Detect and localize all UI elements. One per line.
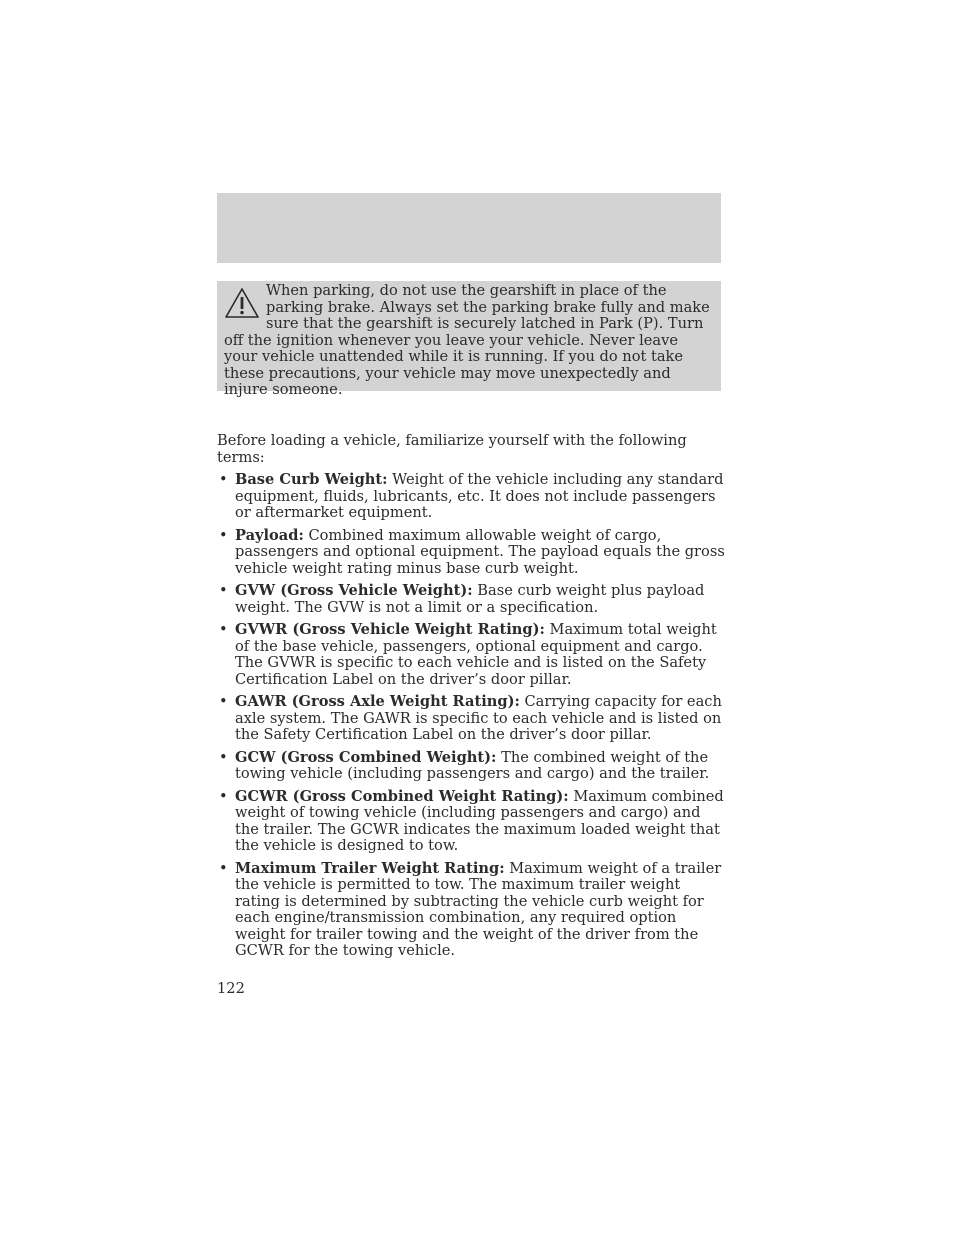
- content: [217, 433, 727, 966]
- page-number: 122: [217, 980, 245, 997]
- term-label: Payload:: [235, 526, 304, 544]
- term-definition: Maximum total weight of the base vehicle, passengers, optional equipment and cargo. The GVWR is specific to each vehicle and is listed on the Safety Certification Label on the driver’s door pillar.: [235, 621, 717, 688]
- list-item: [217, 622, 727, 688]
- list-item: [217, 528, 727, 578]
- term-label: Base Curb Weight:: [235, 471, 388, 488]
- bullet-icon: •: [219, 526, 228, 544]
- terms-list: [217, 472, 727, 960]
- list-item: [217, 789, 727, 855]
- warning-triangle-icon: [224, 287, 260, 319]
- bullet-icon: •: [219, 582, 228, 599]
- term-label: GAWR (Gross Axle Weight Rating):: [235, 693, 520, 710]
- list-item: [217, 861, 727, 960]
- term-definition: Carrying capacity for each axle system. The GAWR is specific to each vehicle and is listed on the Safety Certification Label on the driver’s door pillar.: [235, 693, 722, 743]
- term-label: GVW (Gross Vehicle Weight):: [235, 582, 473, 599]
- term-label: GCW (Gross Combined Weight):: [235, 748, 497, 766]
- bullet-icon: •: [219, 748, 228, 766]
- warning-box: [217, 281, 721, 398]
- term-definition: Maximum weight of a trailer the vehicle is permitted to tow. The maximum trailer weight rating is determined by subtracting the vehicle curb weight for each engine/transmission combination, any required option weight for trailer towing and the weight of the driver from the GCWR for the towing vehicle.: [235, 859, 722, 959]
- list-item: [217, 694, 727, 744]
- bullet-icon: •: [219, 471, 228, 488]
- intro-paragraph: Before loading a vehicle, familiarize yourself with the following terms:: [217, 432, 687, 466]
- bullet-icon: •: [219, 621, 228, 638]
- list-item: [217, 583, 727, 616]
- section-header-band: [217, 193, 721, 263]
- term-definition: Weight of the vehicle including any standard equipment, fluids, lubricants, etc. It does not include passengers or aftermarket equipment.: [235, 471, 724, 521]
- term-definition: Base curb weight plus payload weight. The GVW is not a limit or a specification.: [235, 582, 705, 616]
- term-definition: Maximum combined weight of towing vehicle (including passengers and cargo) and the trailer. The GCWR indicates the maximum loaded weight that the vehicle is designed to tow.: [235, 787, 724, 854]
- term-label: GCWR (Gross Combined Weight Rating):: [235, 787, 569, 805]
- warning-text: When parking, do not use the gearshift in place of the parking brake. Always set the parking brake fully and make sure that the gearshift is securely latched in Park (P). Turn off the ignition whenever you leave your vehicle. Never leave your vehicle unattended while it is running. If you do not take these precautions, your vehicle may move unexpectedly and injure someone.: [224, 282, 710, 398]
- bullet-icon: •: [219, 787, 228, 805]
- term-definition: Combined maximum allowable weight of cargo, passengers and optional equipment. The payload equals the gross vehicle weight rating minus base curb weight.: [235, 526, 725, 577]
- list-item: [217, 750, 727, 783]
- term-label: GVWR (Gross Vehicle Weight Rating):: [235, 621, 545, 638]
- bullet-icon: •: [219, 859, 228, 877]
- term-label: Maximum Trailer Weight Rating:: [235, 859, 505, 877]
- bullet-icon: •: [219, 693, 228, 710]
- term-definition: The combined weight of the towing vehicle (including passengers and cargo) and the trailer.: [235, 748, 710, 782]
- list-item: [217, 472, 727, 522]
